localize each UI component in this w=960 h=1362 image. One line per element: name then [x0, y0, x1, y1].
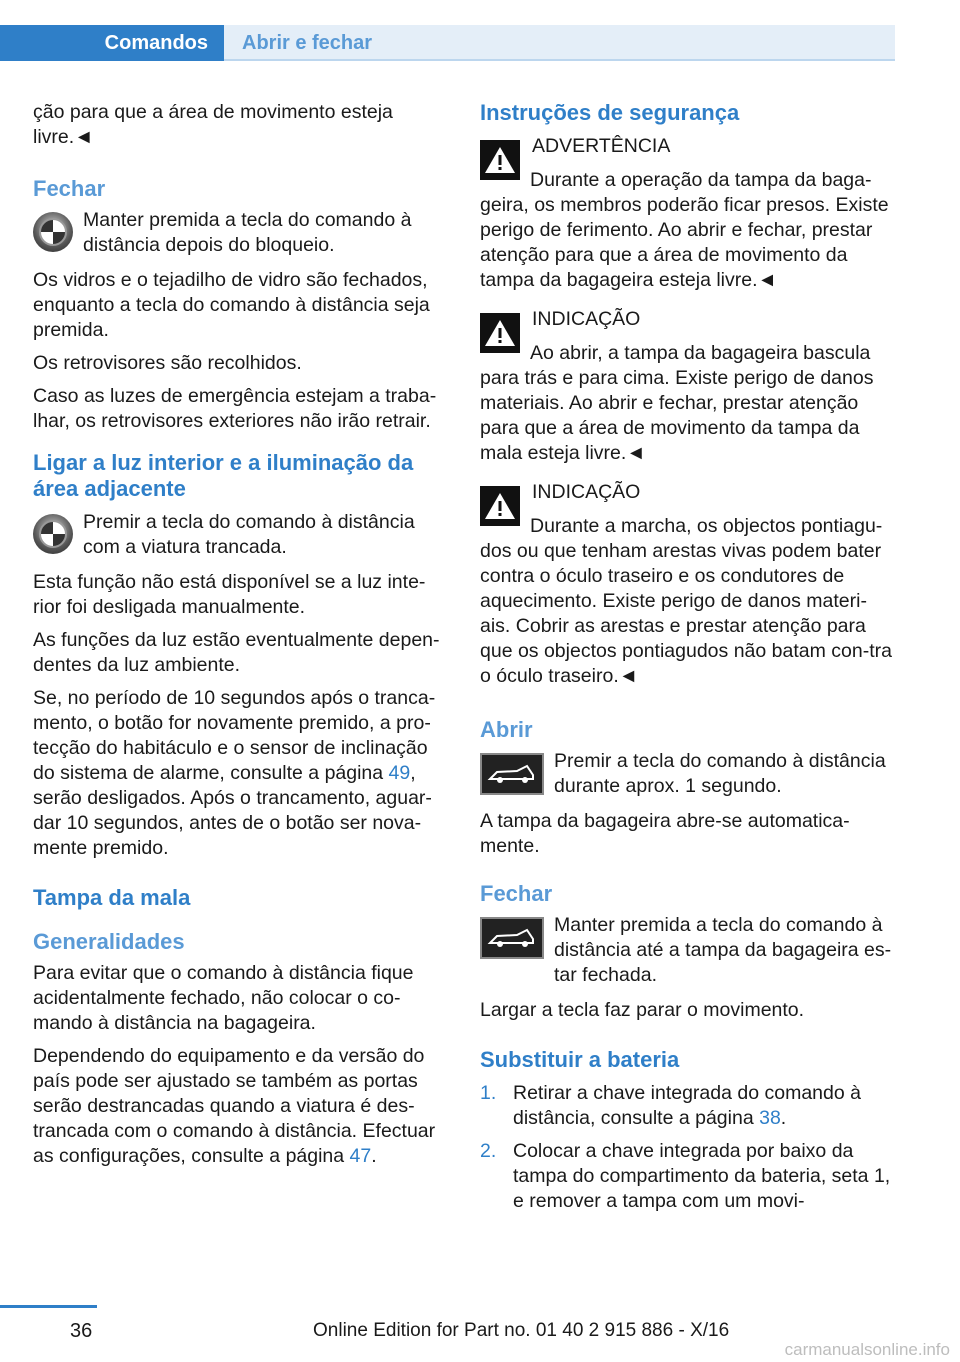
header-tabs	[0, 25, 895, 61]
page-link[interactable]: 47	[349, 1145, 372, 1167]
bateria-heading: Substituir a bateria	[480, 1047, 680, 1072]
luz-paragraph	[33, 686, 448, 861]
fechar-paragraph: Os vidros e o tejadilho de vidro são fechados, enquanto a tecla do comando à distância seja premida.	[33, 269, 430, 341]
gen-paragraph	[33, 1044, 448, 1169]
warning-block	[480, 134, 895, 293]
fechar-paragraph: Caso as luzes de emergência estejam a traba-lhar, os retrovisores exteriores não irão retrair.	[33, 385, 437, 432]
list-item	[480, 1139, 895, 1214]
text-run: .	[371, 1145, 377, 1167]
step-text: Colocar a chave integrada por baixo da tampa do compartimento da bateria, seta 1, e remover a tampa com um movi-	[513, 1140, 891, 1212]
text-run: Se, no período de 10 segundos após o tranca-mento, o botão for novamente premido, a pro-tecção do habitáculo e o sensor de inclinação do sistema de alarme, consulte a página	[33, 687, 436, 784]
gen-paragraph: Para evitar que o comando à distância fique acidentalmente fechado, não colocar o co-mando à distância na bagageira.	[33, 962, 414, 1034]
watermark: carmanualsonline.info	[784, 1340, 950, 1359]
fechar-paragraph: Os retrovisores são recolhidos.	[33, 352, 302, 374]
tab-comandos[interactable]: Comandos	[0, 25, 224, 61]
warning-text: Durante a operação da tampa da baga-geira, os membros poderão ficar presos. Existe perigo de ferimento. Ao abrir e fechar, prestar atenção para que a área de movimento da tampa da bagageira esteja livre.◄	[480, 169, 889, 291]
tab-abrir-e-fechar[interactable]: Abrir e fechar	[224, 25, 895, 61]
bmw-key-icon	[33, 514, 73, 554]
text-run: .	[780, 1107, 787, 1129]
luz-paragraph: As funções da luz estão eventualmente depen-dentes da luz ambiente.	[33, 629, 440, 676]
page-link[interactable]: 49	[388, 762, 411, 784]
left-column	[33, 100, 448, 1177]
fechar-instruction-text: Manter premida a tecla do comando à distância depois do bloqueio.	[83, 209, 412, 256]
bmw-key-icon	[33, 212, 73, 252]
fechar-heading: Fechar	[33, 176, 106, 201]
battery-steps	[480, 1081, 895, 1214]
edition-text: Online Edition for Part no. 01 40 2 915 886 - X/16	[313, 1320, 730, 1341]
tampa-heading: Tampa da mala	[33, 885, 191, 910]
indication-label: INDICAÇÃO	[532, 481, 641, 503]
warning-triangle-icon	[480, 140, 520, 180]
fechar-paragraph: Largar a tecla faz parar o movimento.	[480, 999, 805, 1021]
fechar-heading: Fechar	[480, 881, 553, 906]
intro-text: ção para que a área de movimento esteja livre.◄	[33, 101, 393, 148]
luz-heading: Ligar a luz interior e a iluminação da área adjacente	[33, 450, 414, 501]
warning-triangle-icon	[480, 313, 520, 353]
warning-triangle-icon	[480, 486, 520, 526]
abrir-instruction	[480, 749, 895, 799]
luz-paragraph: Esta função não está disponível se a luz inte-rior foi desligada manualmente.	[33, 571, 426, 618]
text-run: Dependendo do equipamento e da versão do país pode ser ajustado se também as portas serão destrancadas quando a viatura é des-trancada com o comando à distância. Efectuar as configurações, consulte a página	[33, 1045, 436, 1167]
list-item	[480, 1081, 895, 1131]
seguranca-heading: Instruções de segurança	[480, 100, 740, 125]
text-run: Retirar a chave integrada do comando à distância, consulte a página	[513, 1082, 861, 1129]
generalidades-heading: Generalidades	[33, 929, 185, 954]
abrir-heading: Abrir	[480, 717, 533, 742]
abrir-paragraph: A tampa da bagageira abre-se automatica-mente.	[480, 810, 850, 857]
step-text	[513, 1081, 895, 1131]
page-number: 36	[70, 1320, 93, 1342]
fechar-instruction	[33, 208, 448, 258]
luz-instruction-text: Premir a tecla do comando à distância com a viatura trancada.	[83, 511, 415, 558]
footer-rule	[0, 1305, 97, 1308]
indication-text: Durante a marcha, os objectos pontiagu-dos ou que tenham arestas vivas podem bater contra o óculo traseiro e os condutores de aquecimento. Existe perigo de danos materi-ais. Cobrir as arestas e prestar atenção para que os objectos pontiagudos não batam con-tra o óculo traseiro.◄	[480, 515, 892, 687]
text-run: , serão desligados. Após o trancamento, aguar-dar 10 segundos, antes de o botão ser nova-mente premido.	[33, 762, 432, 859]
fechar-instruction	[480, 913, 895, 988]
trunk-button-icon	[480, 917, 544, 959]
page-link[interactable]: 38	[759, 1107, 781, 1129]
right-column	[480, 100, 895, 1222]
luz-instruction	[33, 510, 448, 560]
trunk-button-icon	[480, 753, 544, 795]
indication-block	[480, 307, 895, 466]
step-number: 1.	[480, 1082, 497, 1104]
step-number: 2.	[480, 1140, 497, 1162]
abrir-instruction-text: Premir a tecla do comando à distância durante aprox. 1 segundo.	[554, 750, 886, 797]
indication-text: Ao abrir, a tampa da bagageira bascula para trás e para cima. Existe perigo de danos materiais. Ao abrir e fechar, prestar atenção para que a área de movimento da tampa da mala esteja livre.◄	[480, 342, 874, 464]
indication-block	[480, 480, 895, 689]
indication-label: INDICAÇÃO	[532, 308, 641, 330]
warning-label: ADVERTÊNCIA	[532, 135, 671, 157]
fechar-instruction-text: Manter premida a tecla do comando à distância até a tampa da bagageira es-tar fechada.	[554, 914, 892, 986]
tab-underline	[224, 59, 895, 61]
